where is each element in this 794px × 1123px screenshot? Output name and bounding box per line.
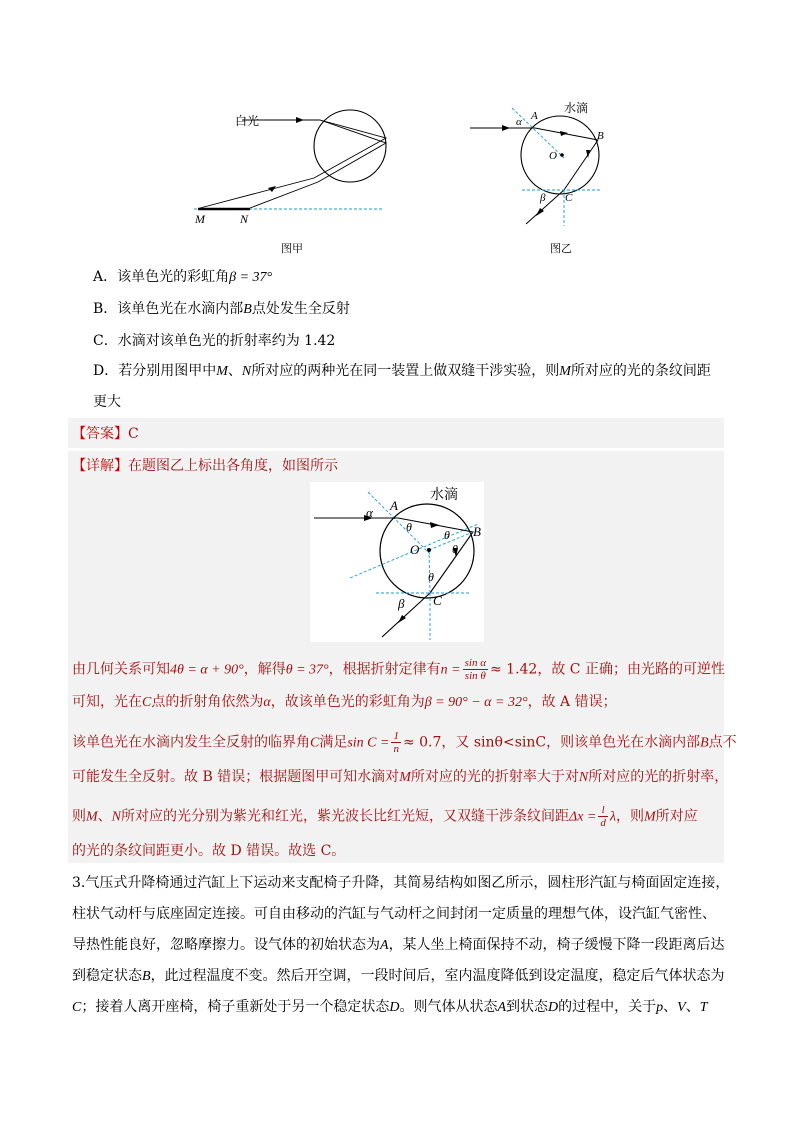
option-d: D．若分别用图甲中M、N所对应的两种光在同一装置上做双缝干涉实验，则M所对应的光的条纹间距 [93,363,711,379]
solution-line-3: 该单色光在水滴内发生全反射的临界角C满足sin C = $\frac{1}{n}$ ≈ 0.7，又 sinθ<sinC，则该单色光在水滴内部B点不 [72,730,737,755]
figure-a-caption: 图甲 [281,242,303,255]
point-c-label: C [565,192,573,204]
arrow-head [430,522,439,528]
angle-beta-label: β [540,192,546,204]
exit-ray-m [200,178,314,208]
solution-line-1: 由几何关系可知4θ = α + 90°，解得θ = 37°，根据折射定律有n = $\frac{\text{sin α}}{\text{sin θ}}$ ≈ 1.42，故 C 正确；由光路的可逆性 [72,657,725,682]
point-b-label: B [597,130,604,142]
water-drop-label: 水滴 [564,101,589,115]
water-drop-circle [314,110,386,182]
internal-ray-2 [318,120,386,182]
point-c-label: C [433,593,442,608]
question3-line-2: 柱状气动杆与底座固定连接。可自由移动的汽缸与气动杆之间封闭一定质量的理想气体，设汽缸气密性、 [72,906,716,922]
refracted-path [535,128,598,190]
angle-theta-label: θ [452,542,458,556]
center-point [560,153,564,157]
angle-alpha-label: α [516,116,522,128]
option-c: C．水滴对该单色光的折射率约为 1.42 [93,333,336,349]
figure-a [180,98,400,258]
arrow-head [296,117,304,123]
fraction-l-over-d: $\frac{l}{d}$ [600,804,606,829]
point-o-label: O [549,150,557,162]
figure-b-caption: 图乙 [550,242,572,255]
point-a-label: A [531,110,538,122]
solution-line-2: 可知，光在C点的折射角依然为α，故该单色光的彩虹角为β = 90° − α = 32°，故 A 错误； [72,694,617,710]
angle-beta-label: β [398,596,405,611]
fraction-one-over-n: $\frac{1}{n}$ [393,730,399,755]
point-b-label: B [473,524,481,539]
arrow-head [560,131,568,136]
option-a: A．该单色光的彩虹角β = 37° [93,269,273,285]
solution-line-6: 的光的条纹间距更小。故 D 错误。故选 C。 [72,843,346,859]
solution-line-4: 可能发生全反射。故 B 错误；根据题图甲可知水滴对M所对应的光的折射率大于对N所对应的光的折射率， [72,769,729,785]
center-point [427,548,431,552]
arrow-head [268,186,276,192]
point-o-label: O [410,542,420,557]
angle-alpha-label: α [366,505,373,520]
angle-theta-label: θ [406,520,412,534]
white-light-label: 白光 [235,114,260,128]
water-drop-label: 水滴 [430,487,458,503]
answer-line: 【答案】C [72,426,139,442]
point-n-label: N [240,212,249,226]
angle-theta-label: θ [444,528,450,542]
question3-line-1: 3.气压式升降椅通过汽缸上下运动来支配椅子升降，其简易结构如图乙所示，圆柱形汽缸与椅面固定连接， [72,875,730,891]
solution-line-5: 则M、N所对应的光分别为紫光和红光，紫光波长比红光短，又双缝干涉条纹间距Δx = $\frac{l}{d}$ λ，则M所对应 [72,804,698,829]
fraction-sin-ratio: $\frac{\text{sin α}}{\text{sin θ}}$ [464,657,486,682]
angle-theta-label: θ [428,570,434,584]
point-a-label: A [390,498,398,513]
question3-line-4: 到稳定状态B，此过程温度不变。然后开空调，一段时间后，室内温度降低到设定温度，稳定后气体状态为 [72,968,725,984]
option-b: B．该单色光在水滴内部B点处发生全反射 [93,301,350,317]
answer-band [68,418,724,448]
question3-line-5: C；接着人离开座椅，椅子重新处于另一个稳定状态D。则气体从状态A到状态D的过程中，关于p、V、T [72,999,708,1015]
detail-intro: 【详解】在题图乙上标出各角度，如图所示 [72,458,338,474]
point-m-label: M [195,212,205,226]
exit-ray [382,593,430,637]
option-d-continued: 更大 [93,394,121,410]
arrow-head [502,125,510,131]
normal-dashed-a [368,492,430,554]
question3-line-3: 导热性能良好，忽略摩擦力。设气体的初始状态为A，某人坐上椅面保持不动，椅子缓慢下降一段距离后达 [72,937,725,953]
